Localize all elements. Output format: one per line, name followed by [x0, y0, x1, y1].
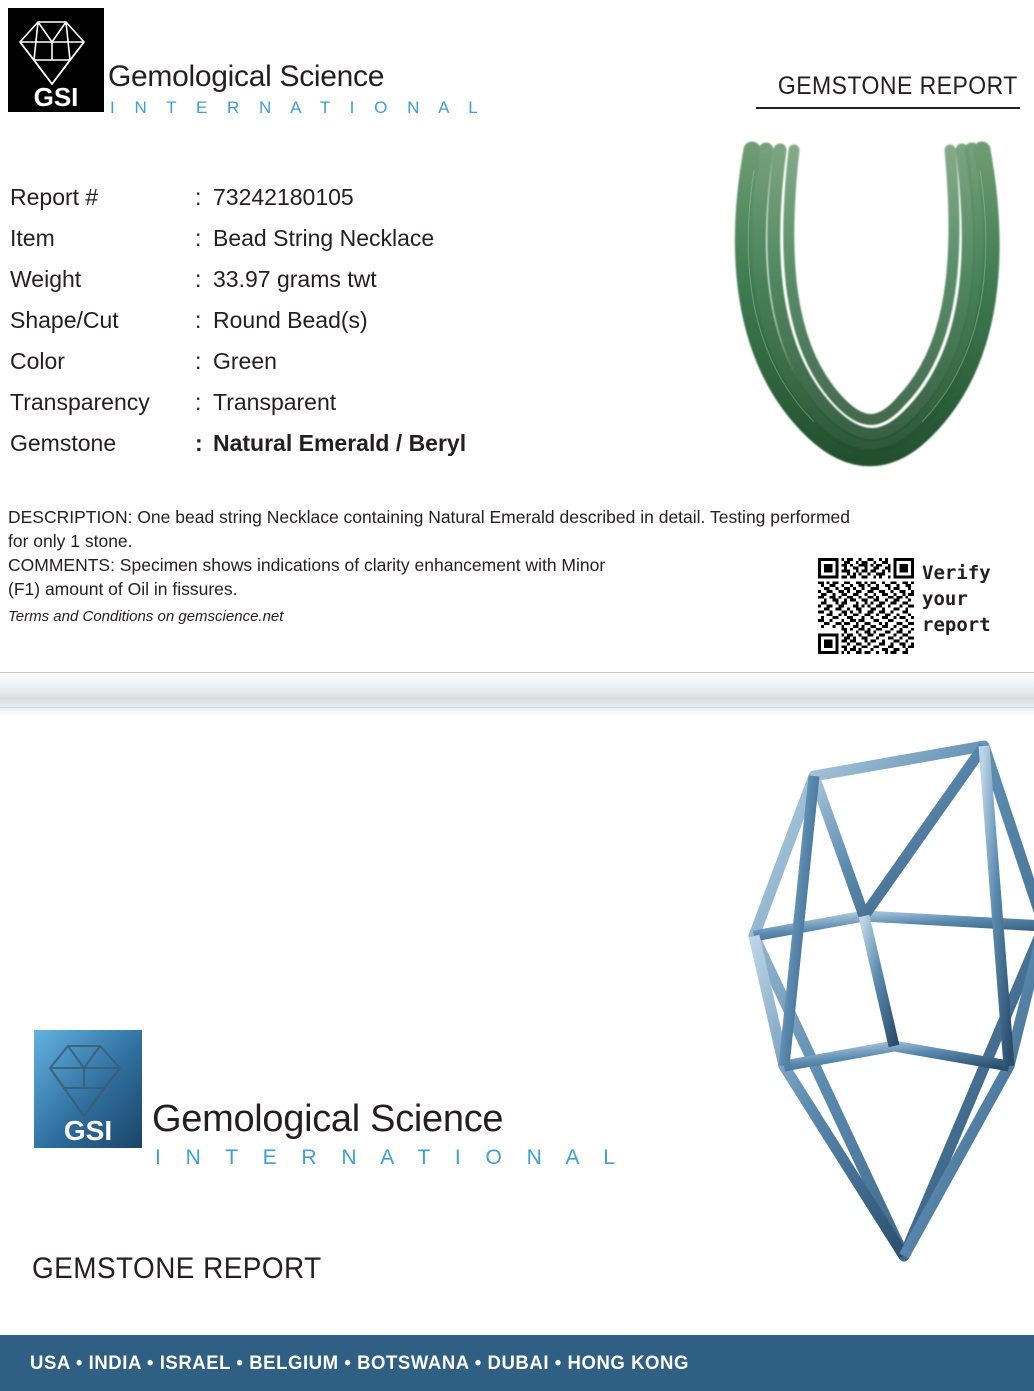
- spec-separator: :: [195, 307, 202, 333]
- spec-label: Color: [10, 348, 65, 374]
- title-underline: [756, 107, 1020, 109]
- spec-separator: :: [195, 430, 203, 456]
- verify-text: [922, 560, 991, 638]
- spec-separator: :: [195, 348, 202, 374]
- back-page-title: GEMSTONE REPORT: [32, 1252, 322, 1285]
- spec-value: Round Bead(s): [213, 307, 368, 333]
- spec-label: Item: [10, 225, 55, 251]
- spec-separator: :: [195, 184, 202, 210]
- section-divider: [0, 672, 1034, 716]
- comments-line-1: COMMENTS: Specimen shows indications of clarity enhancement with Minor: [8, 555, 606, 575]
- brand-subtitle-back: I N T E R N A T I O N A L: [155, 1146, 625, 1169]
- page-title: GEMSTONE REPORT: [778, 72, 1018, 100]
- footer-locations: USA • INDIA • ISRAEL • BELGIUM • BOTSWANA • DUBAI • HONG KONG: [30, 1351, 689, 1374]
- spec-value: Natural Emerald / Beryl: [213, 430, 467, 456]
- brand-name-back: Gemological Science: [152, 1098, 504, 1140]
- divider-line-top: [0, 672, 1034, 673]
- spec-label: Gemstone: [10, 430, 117, 456]
- terms-and-conditions: Terms and Conditions on gemscience.net: [8, 608, 284, 625]
- spec-value: 73242180105: [213, 184, 354, 210]
- certificate-back: [0, 716, 1034, 1391]
- brand-name: Gemological Science: [108, 60, 385, 93]
- table-row: [10, 430, 530, 471]
- table-row: [10, 225, 530, 266]
- spec-value: Bead String Necklace: [213, 225, 435, 251]
- gsi-logo-icon: [8, 8, 104, 112]
- table-row: [10, 348, 530, 389]
- table-row: [10, 389, 530, 430]
- divider-line-bottom: [0, 707, 1034, 708]
- spec-value: Green: [213, 348, 277, 374]
- footer-bar: [0, 1335, 1034, 1391]
- spec-value: Transparent: [213, 389, 337, 415]
- specification-table: [10, 184, 530, 471]
- description-line-2: for only 1 stone.: [8, 531, 133, 551]
- spec-label: Report #: [10, 184, 99, 210]
- spec-label: Shape/Cut: [10, 307, 119, 333]
- table-row: [10, 184, 530, 225]
- verify-report-block[interactable]: [818, 558, 1018, 658]
- spec-label: Weight: [10, 266, 82, 292]
- table-row: [10, 266, 530, 307]
- verify-line-2: your: [922, 588, 968, 610]
- certificate-front: [0, 0, 1034, 672]
- gemstone-photo: [700, 130, 1020, 490]
- svg-text:GSI: GSI: [63, 1115, 113, 1146]
- description-line-1: DESCRIPTION: One bead string Necklace containing Natural Emerald described in detail. Testing performed: [8, 507, 851, 527]
- spec-label: Transparency: [10, 389, 150, 415]
- spec-separator: :: [195, 225, 202, 251]
- svg-text:GSI: GSI: [33, 82, 79, 112]
- table-row: [10, 307, 530, 348]
- verify-line-3: report: [922, 614, 991, 636]
- spec-separator: :: [195, 389, 202, 415]
- gsi-logo-icon-back: [34, 1030, 142, 1148]
- diamond-illustration-icon: [744, 736, 1034, 1276]
- comments-line-2: (F1) amount of Oil in fissures.: [8, 579, 238, 599]
- report-header: [0, 0, 1034, 130]
- spec-value: 33.97 grams twt: [213, 266, 377, 292]
- verify-line-1: Verify: [922, 562, 991, 584]
- description-block: [8, 505, 958, 629]
- qr-code-icon[interactable]: [818, 558, 914, 654]
- spec-separator: :: [195, 266, 202, 292]
- brand-subtitle: I N T E R N A T I O N A L: [110, 98, 486, 117]
